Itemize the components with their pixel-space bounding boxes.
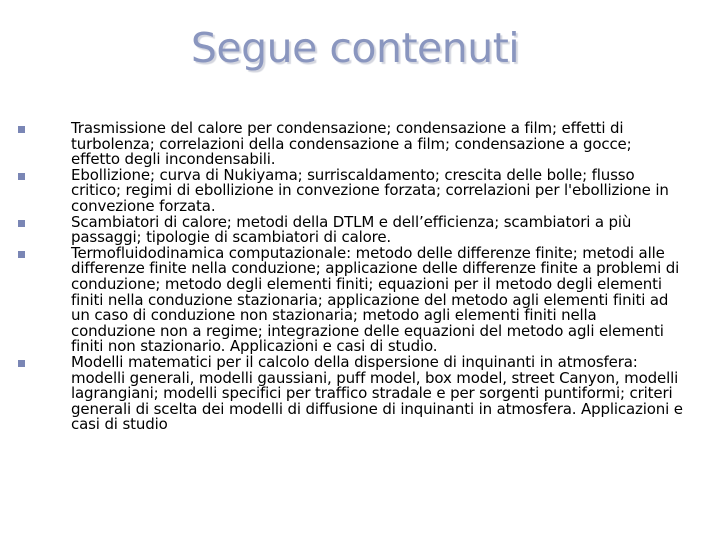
square-bullet-icon [18,360,25,367]
slide-title: Segue contenuti [190,24,520,72]
square-bullet-icon [18,220,25,227]
bullet-item [18,243,684,356]
bullet-list [18,121,684,433]
bullet-text: Ebollizione; curva di Nukiyama; surriscaldamento; crescita delle bolle; flusso critico; regimi di ebollizione in convezione forzata; correlazioni per l'ebollizione in convezione forzata. [71,165,669,215]
bullet-item [18,121,684,168]
bullet-text: Termofluidodinamica computazionale: metodo delle differenze finite; metodi alle differenze finite nella conduzione; applicazione delle differenze finite a problemi di conduzione; metodo degli elementi finiti; equazioni per il metodo degli elementi finiti nella conduzione stazionaria; applicazione del metodo agli elementi finiti ad un caso di conduzione non stazionaria; metodo agli elementi finiti nella conduzione non a regime; integrazione delle equazioni del metodo agli elementi finiti non stazionario. Applicazioni e casi di studio. [71,243,680,356]
square-bullet-icon [18,173,25,180]
bullet-text: Modelli matematici per il calcolo della dispersione di inquinanti in atmosfera: modelli generali, modelli gaussiani, puff model, box model, street Canyon, modelli lagrangiani; modelli specifici per traffico stradale e per sorgenti puntiformi; criteri generali di scelta dei modelli di diffusione di inquinanti in atmosfera. Applicazioni e casi di studio [71,352,683,434]
bullet-item [18,165,684,215]
bullet-text: Scambiatori di calore; metodi della DTLM e dell’efficienza; scambiatori a più passaggi; tipologie di scambiatori di calore. [71,212,632,247]
square-bullet-icon [18,251,25,258]
bullet-text: Trasmissione del calore per condensazione; condensazione a film; effetti di turbolenza; correlazioni della condensazione a film; condensazione a gocce; effetto degli incondensabili. [71,119,632,169]
square-bullet-icon [18,126,25,133]
bullet-item [18,212,684,247]
bullet-item [18,352,684,434]
